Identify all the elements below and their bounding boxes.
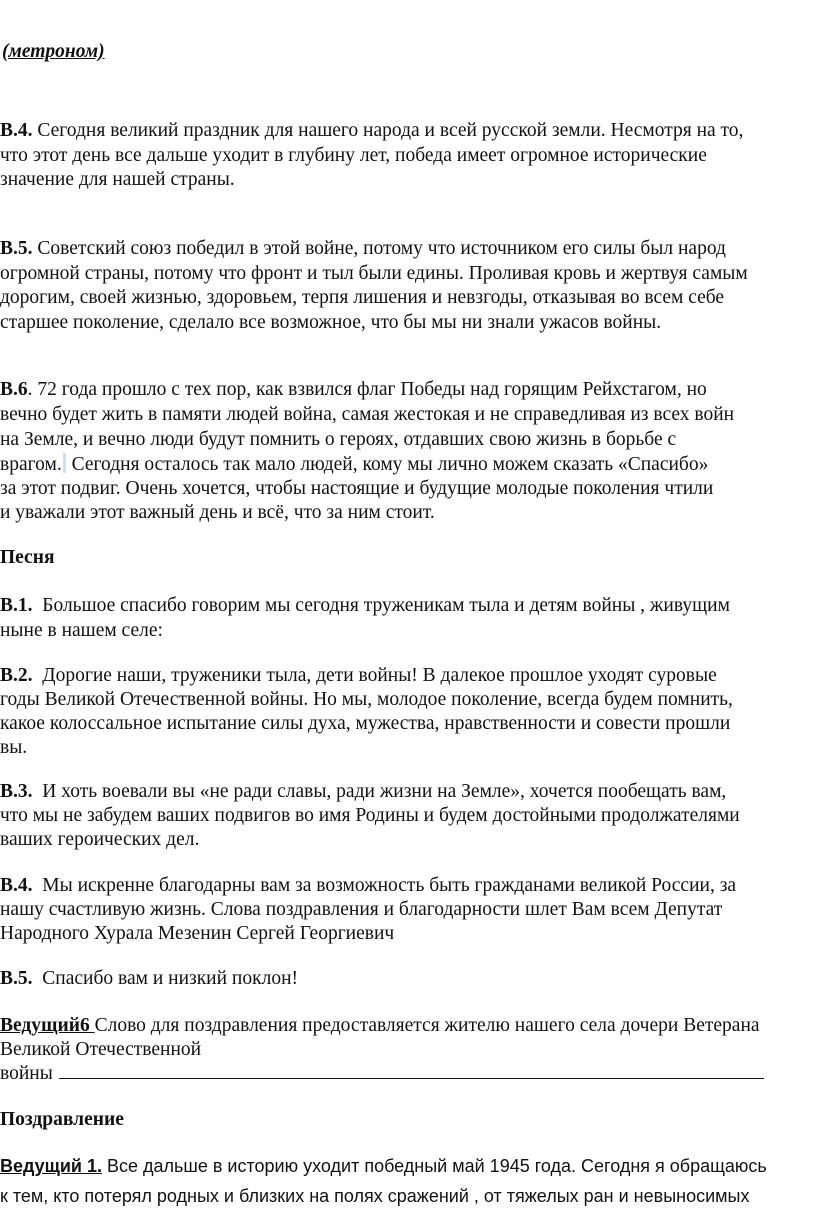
speaker-label: В.4. [0,875,33,896]
paragraph-v4-line-1: В.4. Мы искренне благодарны вам за возможность быть гражданами великой России, за [0,875,737,896]
paragraph-v3-line-1: В.3. И хоть воевали вы «не ради славы, ради жизни на Земле», хочется пообещать вам, [0,781,727,802]
song-heading: Песня [0,547,55,568]
speaker-label: В.5. [0,238,33,259]
paragraph-v3-line-2: что мы не забудем ваших подвигов во имя Родины и будем достойными продолжателями [0,805,740,826]
speaker-label: В.6 [0,379,28,400]
paragraph-b6-line-3: на Земле, и вечно люди будут помнить о героях, отдавших свою жизнь в борьбе с [0,429,677,450]
speaker-label: Ведущий 1. [0,1156,102,1176]
paragraph-b6-line-1: В.6. 72 года прошло с тех пор, как взвился флаг Победы над горящим Рейхстагом, но [0,379,707,400]
paragraph-b5-line-4: старшее поколение, сделало все возможное, что бы мы ни знали ужасов войны. [0,312,662,333]
paragraph-b4-line-3: значение для нашей страны. [0,169,235,190]
speaker-label: В.3. [0,781,33,802]
host1-line-1: Ведущий 1. Все дальше в историю уходит победный май 1945 года. Сегодня я обращаюсь [0,1156,767,1176]
host6-line-2: Великой Отечественной [0,1039,202,1060]
paragraph-b5-line-3: дорогим, своей жизнью, здоровьем, терпя лишения и невзгоды, отказывая во всем себе [0,287,725,308]
metronome-heading: (метроном) [2,41,105,62]
paragraph-v1-line-2: ныне в нашем селе: [0,620,163,641]
host1-line-2: к тем, кто потерял родных и близких на полях сражений , от тяжелых ран и невыносимых [0,1186,750,1206]
greeting-heading: Поздравление [0,1109,124,1130]
paragraph-v4-line-2: нашу счастливую жизнь. Слова поздравления и благодарности шлет Вам всем Депутат [0,899,723,920]
paragraph-b6-line-2: вечно будет жить в памяти людей война, самая жестокая и не справедливая из всех войн [0,404,735,425]
paragraph-v2-line-2: годы Великой Отечественной войны. Но мы, молодое поколение, всегда будем помнить, [0,689,733,710]
paragraph-b4-line-1: В.4. Сегодня великий праздник для нашего народа и всей русской земли. Несмотря на то, [0,120,744,141]
paragraph-v1-line-1: В.1. Большое спасибо говорим мы сегодня труженикам тыла и детям войны , живущим [0,595,730,616]
paragraph-b5-line-2: огромной страны, потому что фронт и тыл были едины. Проливая кровь и жертвуя самым [0,263,748,284]
speaker-label: В.2. [0,665,33,686]
speaker-label: В.5. [0,968,33,989]
paragraph-b6-line-6: и уважали этот важный день и всё, что за ним стоит. [0,502,435,523]
speaker-label: В.1. [0,595,33,616]
text-cursor-highlight [63,453,66,473]
paragraph-v4-line-3: Народного Хурала Мезенин Сергей Георгиевич [0,923,395,944]
paragraph-v5-line-1: В.5. Спасибо вам и низкий поклон! [0,968,298,989]
host6-line-1: Ведущий6 Слово для поздравления предоставляется жителю нашего села дочери Ветерана [0,1015,760,1036]
paragraph-v2-line-3: какое колоссальное испытание силы духа, мужества, нравственности и совести прошли [0,713,731,734]
paragraph-v2-line-1: В.2. Дорогие наши, труженики тыла, дети войны! В далекое прошлое уходят суровые [0,665,717,686]
paragraph-v3-line-3: ваших героических дел. [0,829,200,850]
paragraph-v2-line-4: вы. [0,737,28,758]
speaker-label: Ведущий6 [0,1015,95,1036]
speaker-label: В.4. [0,120,33,141]
host6-line-3: войны [0,1062,764,1086]
paragraph-b6-line-5: за этот подвиг. Очень хочется, чтобы настоящие и будущие молодые поколения чтили [0,478,714,499]
paragraph-b4-line-2: что этот день все дальше уходит в глубину лет, победа имеет огромное исторические [0,145,707,166]
paragraph-b5-line-1: В.5. Советский союз победил в этой войне, потому что источником его силы был народ [0,238,726,259]
fill-in-blank-line [59,1064,764,1079]
paragraph-b6-line-4: врагом. Сегодня осталось так мало людей, кому мы лично можем сказать «Спасибо» [0,454,709,475]
